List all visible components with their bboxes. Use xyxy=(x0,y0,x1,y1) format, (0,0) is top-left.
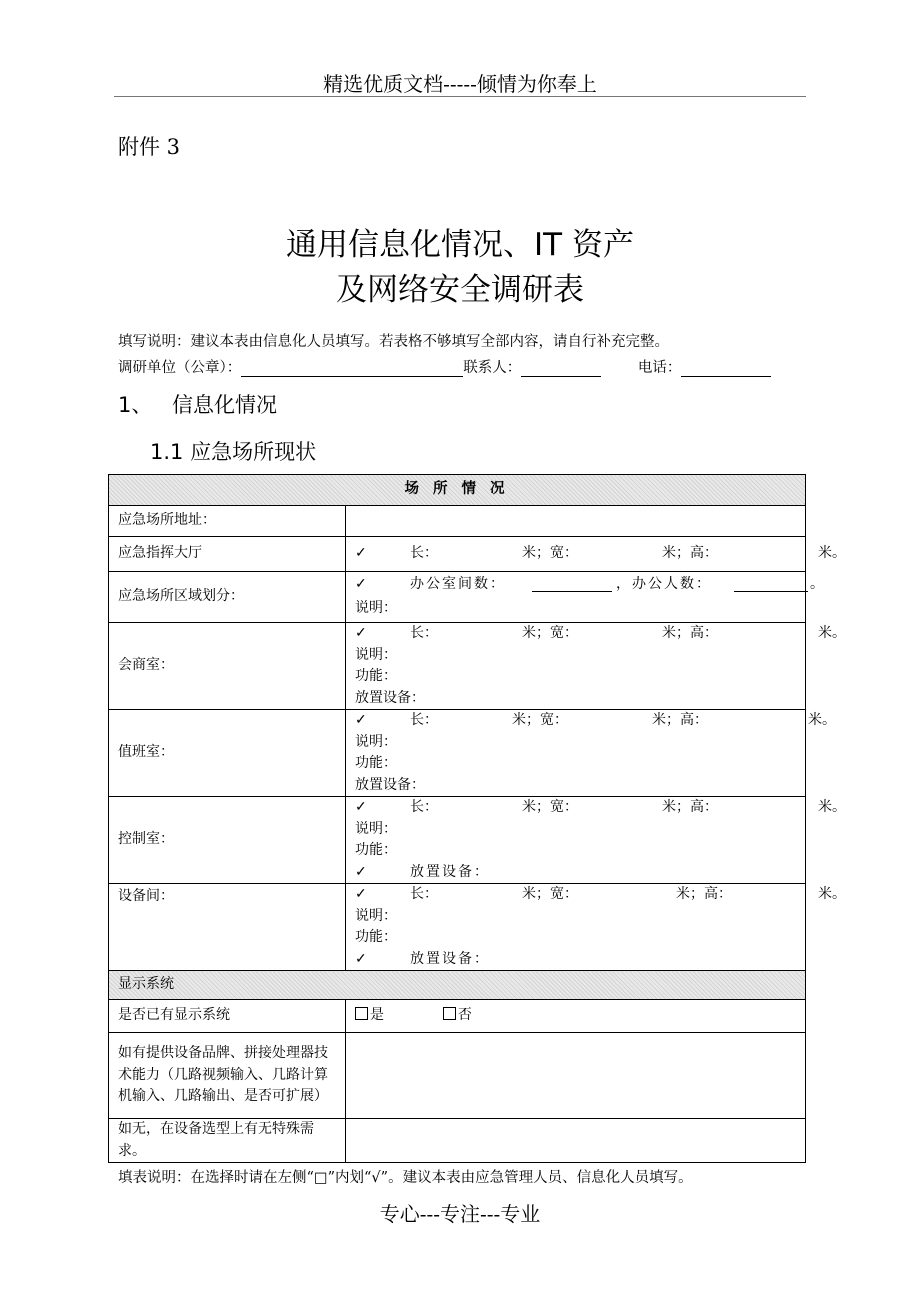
table-caption: 场所情况 xyxy=(109,475,806,506)
section-1-title: 信息化情况 xyxy=(172,393,277,417)
devices-label: 放置设备： xyxy=(355,777,425,793)
q-display-specs: 如有提供设备品牌、拼接处理器技术能力（几路视频输入、几路计算机输入、几路输出、是否可扩展） xyxy=(109,1033,346,1119)
length-label: 长： xyxy=(410,545,438,561)
duty-cell[interactable] xyxy=(346,710,836,797)
length-label: 长： xyxy=(410,799,438,815)
q-special-requirements: 如无，在设备选型上有无特殊需求。 xyxy=(109,1119,346,1163)
table-row xyxy=(109,710,806,797)
page-header: 精选优质文档-----倾情为你奉上 xyxy=(323,72,597,96)
control-cell[interactable] xyxy=(346,797,846,884)
check-icon: ✓ xyxy=(355,886,367,902)
annex-label: 附件 3 xyxy=(118,135,181,159)
row-label-equipment: 设备间： xyxy=(109,884,346,971)
check-icon: ✓ xyxy=(355,625,367,641)
height-label: 米；高： xyxy=(676,886,732,902)
check-icon: ✓ xyxy=(355,799,367,815)
option-yes-label: 是 xyxy=(370,1007,384,1024)
unit-line xyxy=(118,356,771,377)
table-caption-row xyxy=(109,475,806,506)
devices-label: 放置设备： xyxy=(410,951,490,967)
address-input-cell[interactable] xyxy=(346,506,806,537)
table-row xyxy=(109,884,806,971)
check-icon: ✓ xyxy=(355,864,367,880)
table-row xyxy=(109,1000,806,1033)
q-has-display: 是否已有显示系统 xyxy=(109,1000,346,1033)
length-label: 长： xyxy=(410,886,438,902)
office-count-blank[interactable] xyxy=(532,575,612,592)
hall-dimensions-cell[interactable] xyxy=(346,537,846,572)
meeting-cell[interactable] xyxy=(346,623,846,710)
equipment-cell[interactable] xyxy=(346,884,846,971)
desc-label: 说明： xyxy=(355,734,397,750)
meter-label: 米。 xyxy=(818,545,846,561)
special-requirements-input[interactable] xyxy=(346,1119,806,1163)
option-yes[interactable] xyxy=(355,1007,384,1023)
desc-label: 说明： xyxy=(355,908,397,924)
height-label: 米；高： xyxy=(652,712,708,728)
unit-label: 调研单位（公章）： xyxy=(118,360,242,376)
checkbox-no[interactable] xyxy=(443,1007,456,1020)
meter-label: 米。 xyxy=(818,625,846,641)
table-row xyxy=(109,572,806,623)
devices-label: 放置设备： xyxy=(355,690,425,706)
people-count-blank[interactable] xyxy=(734,575,808,592)
office-count-label: 办公室间数： xyxy=(410,576,506,592)
table-row xyxy=(109,537,806,572)
contact-label: 联系人： xyxy=(463,360,522,376)
checkbox-yes[interactable] xyxy=(355,1007,368,1020)
has-display-options xyxy=(346,1000,806,1033)
width-label: 米；宽： xyxy=(522,545,578,561)
row-label-hall: 应急指挥大厅 xyxy=(109,537,346,572)
height-label: 米；高： xyxy=(662,545,718,561)
check-icon: ✓ xyxy=(355,545,367,561)
row-label-duty: 值班室： xyxy=(109,710,346,797)
width-label: 米；宽： xyxy=(522,625,578,641)
venue-table xyxy=(108,474,846,1163)
table-note: 填表说明：在选择时请在左侧“□”内划“√”。建议本表由应急管理人员、信息化人员填写。 xyxy=(118,1170,693,1186)
display-section-row xyxy=(109,971,806,1000)
check-icon: ✓ xyxy=(355,712,367,728)
width-label: 米；宽： xyxy=(522,886,578,902)
desc-label: 说明： xyxy=(355,821,397,837)
length-label: 长： xyxy=(410,625,438,641)
meter-label: 米。 xyxy=(818,886,846,902)
section-1-1-title: 1.1 应急场所现状 xyxy=(150,440,317,464)
unit-blank[interactable] xyxy=(241,360,463,377)
display-specs-input[interactable] xyxy=(346,1033,806,1119)
table-row xyxy=(109,1033,806,1119)
people-count-label: ，办公人数： xyxy=(616,576,712,592)
table-row xyxy=(109,797,806,884)
row-label-meeting: 会商室： xyxy=(109,623,346,710)
page-footer: 专心---专注---专业 xyxy=(379,1202,541,1226)
height-label: 米；高： xyxy=(662,625,718,641)
check-icon: ✓ xyxy=(355,576,367,592)
phone-label: 电话： xyxy=(637,360,682,376)
height-label: 米；高： xyxy=(662,799,718,815)
row-label-control: 控制室： xyxy=(109,797,346,884)
check-icon: ✓ xyxy=(355,951,367,967)
header-rule xyxy=(114,96,806,97)
table-row xyxy=(109,623,806,710)
func-label: 功能： xyxy=(355,755,397,771)
phone-blank[interactable] xyxy=(681,360,771,377)
width-label: 米；宽： xyxy=(522,799,578,815)
width-label: 米；宽： xyxy=(512,712,568,728)
display-section-title: 显示系统 xyxy=(109,971,806,1000)
doc-title-line1: 通用信息化情况、IT 资产 xyxy=(286,227,634,263)
func-label: 功能： xyxy=(355,668,397,684)
contact-blank[interactable] xyxy=(521,360,601,377)
table-row xyxy=(109,506,806,537)
doc-title-line2: 及网络安全调研表 xyxy=(336,272,584,308)
meter-label: 米。 xyxy=(808,712,836,728)
row-label-zone: 应急场所区域划分： xyxy=(109,572,346,623)
func-label: 功能： xyxy=(355,842,397,858)
zone-cell[interactable] xyxy=(346,572,824,623)
func-label: 功能： xyxy=(355,929,397,945)
section-1-number: 1、 xyxy=(118,393,153,417)
row-label-address: 应急场所地址： xyxy=(109,506,346,537)
option-no-label: 否 xyxy=(457,1007,472,1024)
table-row xyxy=(109,1119,806,1163)
period-label: 。 xyxy=(810,576,824,592)
devices-label: 放置设备： xyxy=(410,864,490,880)
option-no[interactable] xyxy=(443,1007,472,1023)
desc-label: 说明： xyxy=(355,647,397,663)
fill-note: 填写说明：建议本表由信息化人员填写。若表格不够填写全部内容，请自行补充完整。 xyxy=(118,334,669,350)
desc-label: 说明： xyxy=(355,600,397,616)
length-label: 长： xyxy=(410,712,438,728)
meter-label: 米。 xyxy=(818,799,846,815)
